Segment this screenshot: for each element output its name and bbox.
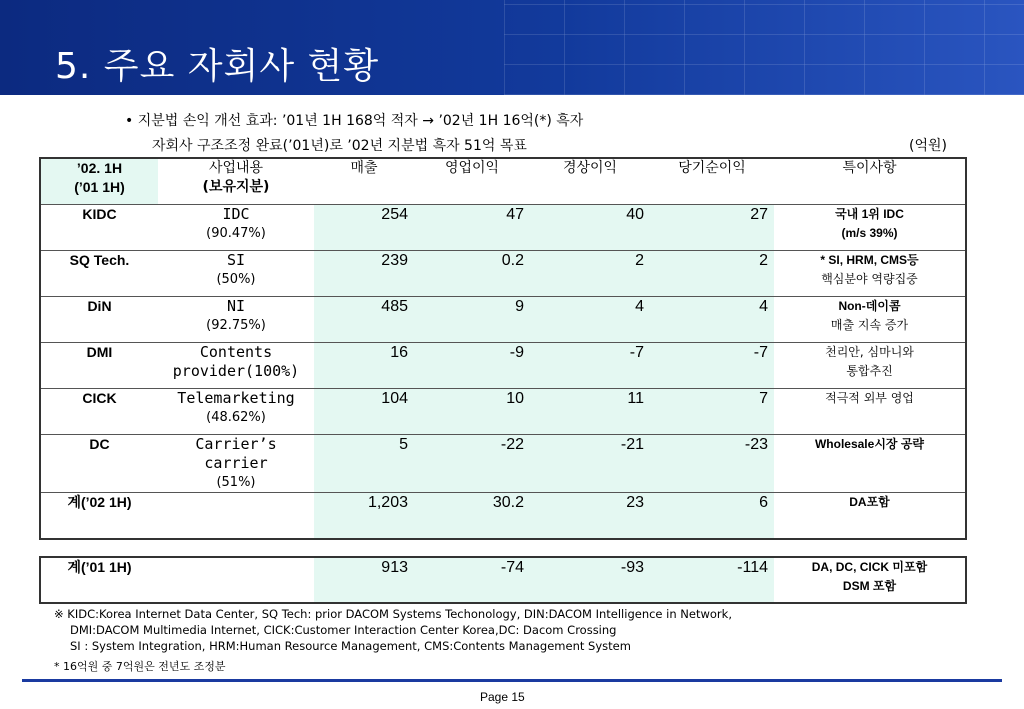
ordinary-profit-value: 2 [530,251,650,297]
bullet-line-2: 자회사 구조조정 완료(’01년)로 ’02년 지분법 흑자 51억 목표 [152,138,527,154]
unit-label: (억원) [909,138,947,154]
table-header-row [40,158,966,205]
total-label: 계(’01 1H) [40,557,158,603]
net-profit-value: 4 [650,297,774,343]
business-cell: NI (92.75%) [158,297,314,343]
business-cell: Telemarketing (48.62%) [158,389,314,435]
page-number: Page 15 [480,690,525,704]
sales-value: 16 [314,343,414,389]
table-row [40,251,966,297]
sales-value: 239 [314,251,414,297]
abbreviation-notes [54,606,732,654]
header-business: 사업내용 (보유지분) [158,158,314,205]
header-remarks: 특이사항 [774,158,966,205]
company-name: SQ Tech. [40,251,158,297]
header-sales: 매출 [314,158,414,205]
ordinary-profit-value: 40 [530,205,650,251]
sales-value: 1,203 [314,493,414,540]
sales-value: 104 [314,389,414,435]
net-profit-value: 27 [650,205,774,251]
note-line-1: ※ KIDC:Korea Internet Data Center, SQ Tech: prior DACOM Systems Techonology, DIN:DACOM Intelligence in Network, [54,607,732,621]
header-ordinary-profit: 경상이익 [530,158,650,205]
remarks-cell: DA, DC, CICK 미포함 DSM 포함 [774,557,966,603]
company-name: KIDC [40,205,158,251]
net-profit-value: -114 [650,557,774,603]
net-profit-value: -23 [650,435,774,493]
remarks-cell: 국내 1위 IDC (m/s 39%) [774,205,966,251]
business-cell: IDC (90.47%) [158,205,314,251]
remarks-cell: 적극적 외부 영업 [774,389,966,435]
ordinary-profit-value: 23 [530,493,650,540]
subsidiary-table [39,157,967,540]
company-name: DiN [40,297,158,343]
net-profit-value: -7 [650,343,774,389]
ordinary-profit-value: -21 [530,435,650,493]
sales-value: 485 [314,297,414,343]
sales-value: 5 [314,435,414,493]
ordinary-profit-value: -93 [530,557,650,603]
operating-profit-value: -9 [414,343,530,389]
table-row [40,389,966,435]
business-cell: SI (50%) [158,251,314,297]
net-profit-value: 2 [650,251,774,297]
operating-profit-value: 0.2 [414,251,530,297]
prior-year-total-table [39,556,967,604]
remarks-cell: DA포함 [774,493,966,540]
company-name: CICK [40,389,158,435]
total-row-02 [40,493,966,540]
business-cell: Carrier’s carrier (51%) [158,435,314,493]
note-line-2: DMI:DACOM Multimedia Internet, CICK:Customer Interaction Center Korea,DC: Dacom Crossing [70,623,617,637]
bullet-line-1: • 지분법 손익 개선 효과: ’01년 1H 168억 적자 → ’02년 1H 16억(*) 흑자 [125,113,584,129]
total-business-empty [158,493,314,540]
total-row-01 [40,557,966,603]
sales-value: 254 [314,205,414,251]
net-profit-value: 7 [650,389,774,435]
table-row [40,297,966,343]
business-cell: Contents provider(100%) [158,343,314,389]
note-line-3: SI : System Integration, HRM:Human Resource Management, CMS:Contents Management System [70,639,631,653]
ordinary-profit-value: 4 [530,297,650,343]
company-name: DC [40,435,158,493]
total-business-empty [158,557,314,603]
banner-grid-decoration [504,0,1024,95]
title-banner [0,0,1024,95]
page-title: 5. 주요 자회사 현황 [55,46,380,87]
ordinary-profit-value: -7 [530,343,650,389]
operating-profit-value: -74 [414,557,530,603]
net-profit-value: 6 [650,493,774,540]
table-row [40,343,966,389]
operating-profit-value: 47 [414,205,530,251]
header-period: ’02. 1H (’01 1H) [40,158,158,205]
operating-profit-value: 9 [414,297,530,343]
remarks-cell: Non-데이콤 매출 지속 증가 [774,297,966,343]
footnote: * 16억원 중 7억원은 전년도 조정분 [54,660,226,673]
header-operating-profit: 영업이익 [414,158,530,205]
footer-divider [22,679,1002,682]
operating-profit-value: 10 [414,389,530,435]
operating-profit-value: -22 [414,435,530,493]
sales-value: 913 [314,557,414,603]
table-row [40,205,966,251]
table-row [40,435,966,493]
remarks-cell: * SI, HRM, CMS등 핵심분야 역량집중 [774,251,966,297]
total-label: 계(’02 1H) [40,493,158,540]
header-net-profit: 당기순이익 [650,158,774,205]
operating-profit-value: 30.2 [414,493,530,540]
remarks-cell: Wholesale시장 공략 [774,435,966,493]
ordinary-profit-value: 11 [530,389,650,435]
company-name: DMI [40,343,158,389]
remarks-cell: 천리안, 심마니와 통합추진 [774,343,966,389]
